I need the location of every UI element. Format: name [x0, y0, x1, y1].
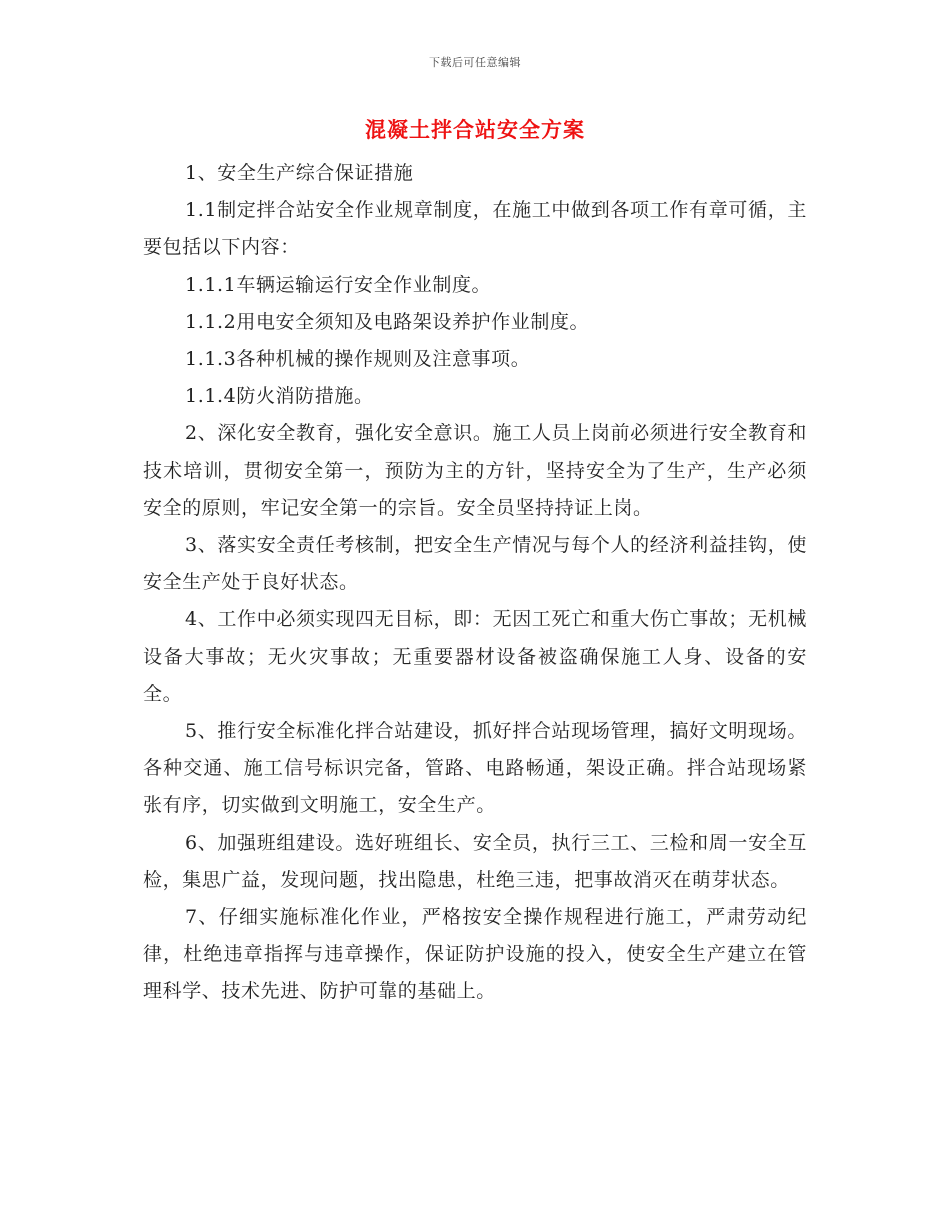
- paragraph-1-1-3: 1.1.3各种机械的操作规则及注意事项。: [185, 348, 531, 371]
- document-body: [143, 155, 807, 1011]
- paragraph-1-1-4: 1.1.4防火消防措施。: [185, 385, 374, 408]
- header-note: 下载后可任意编辑: [429, 56, 521, 69]
- paragraph-3: 3、落实安全责任考核制，把安全生产情况与每个人的经济利益挂钩，使安全生产处于良好状态。: [143, 534, 807, 594]
- paragraph-4: 4、工作中必须实现四无目标，即：无因工死亡和重大伤亡事故；无机械设备大事故；无火灾事故；无重要器材设备被盗确保施工人身、设备的安全。: [143, 608, 807, 705]
- paragraph-2: 2、深化安全教育，强化安全意识。施工人员上岗前必须进行安全教育和技术培训，贯彻安全第一，预防为主的方针，坚持安全为了生产，生产必须安全的原则，牢记安全第一的宗旨。安全员坚持持证上岗。: [143, 422, 807, 519]
- paragraph-7: 7、仔细实施标准化作业，严格按安全操作规程进行施工，严肃劳动纪律，杜绝违章指挥与违章操作，保证防护设施的投入，使安全生产建立在管理科学、技术先进、防护可靠的基础上。: [143, 906, 807, 1003]
- paragraph-5: 5、推行安全标准化拌合站建设，抓好拌合站现场管理，搞好文明现场。各种交通、施工信号标识完备，管路、电路畅通，架设正确。拌合站现场紧张有序，切实做到文明施工，安全生产。: [143, 720, 807, 817]
- paragraph-1-1-2: 1.1.2用电安全须知及电路架设养护作业制度。: [185, 310, 590, 333]
- paragraph-6: 6、加强班组建设。选好班组长、安全员，执行三工、三检和周一安全互检，集思广益，发现问题，找出隐患，杜绝三违，把事故消灭在萌芽状态。: [143, 831, 807, 891]
- paragraph-1-1-1: 1.1.1车辆运输运行安全作业制度。: [185, 273, 492, 296]
- paragraph-1-1: 1.1制定拌合站安全作业规章制度，在施工中做到各项工作有章可循，主要包括以下内容：: [143, 199, 807, 259]
- paragraph-section-1-heading: 1、安全生产综合保证措施: [185, 162, 414, 184]
- document-title: 混凝土拌合站安全方案: [365, 117, 585, 142]
